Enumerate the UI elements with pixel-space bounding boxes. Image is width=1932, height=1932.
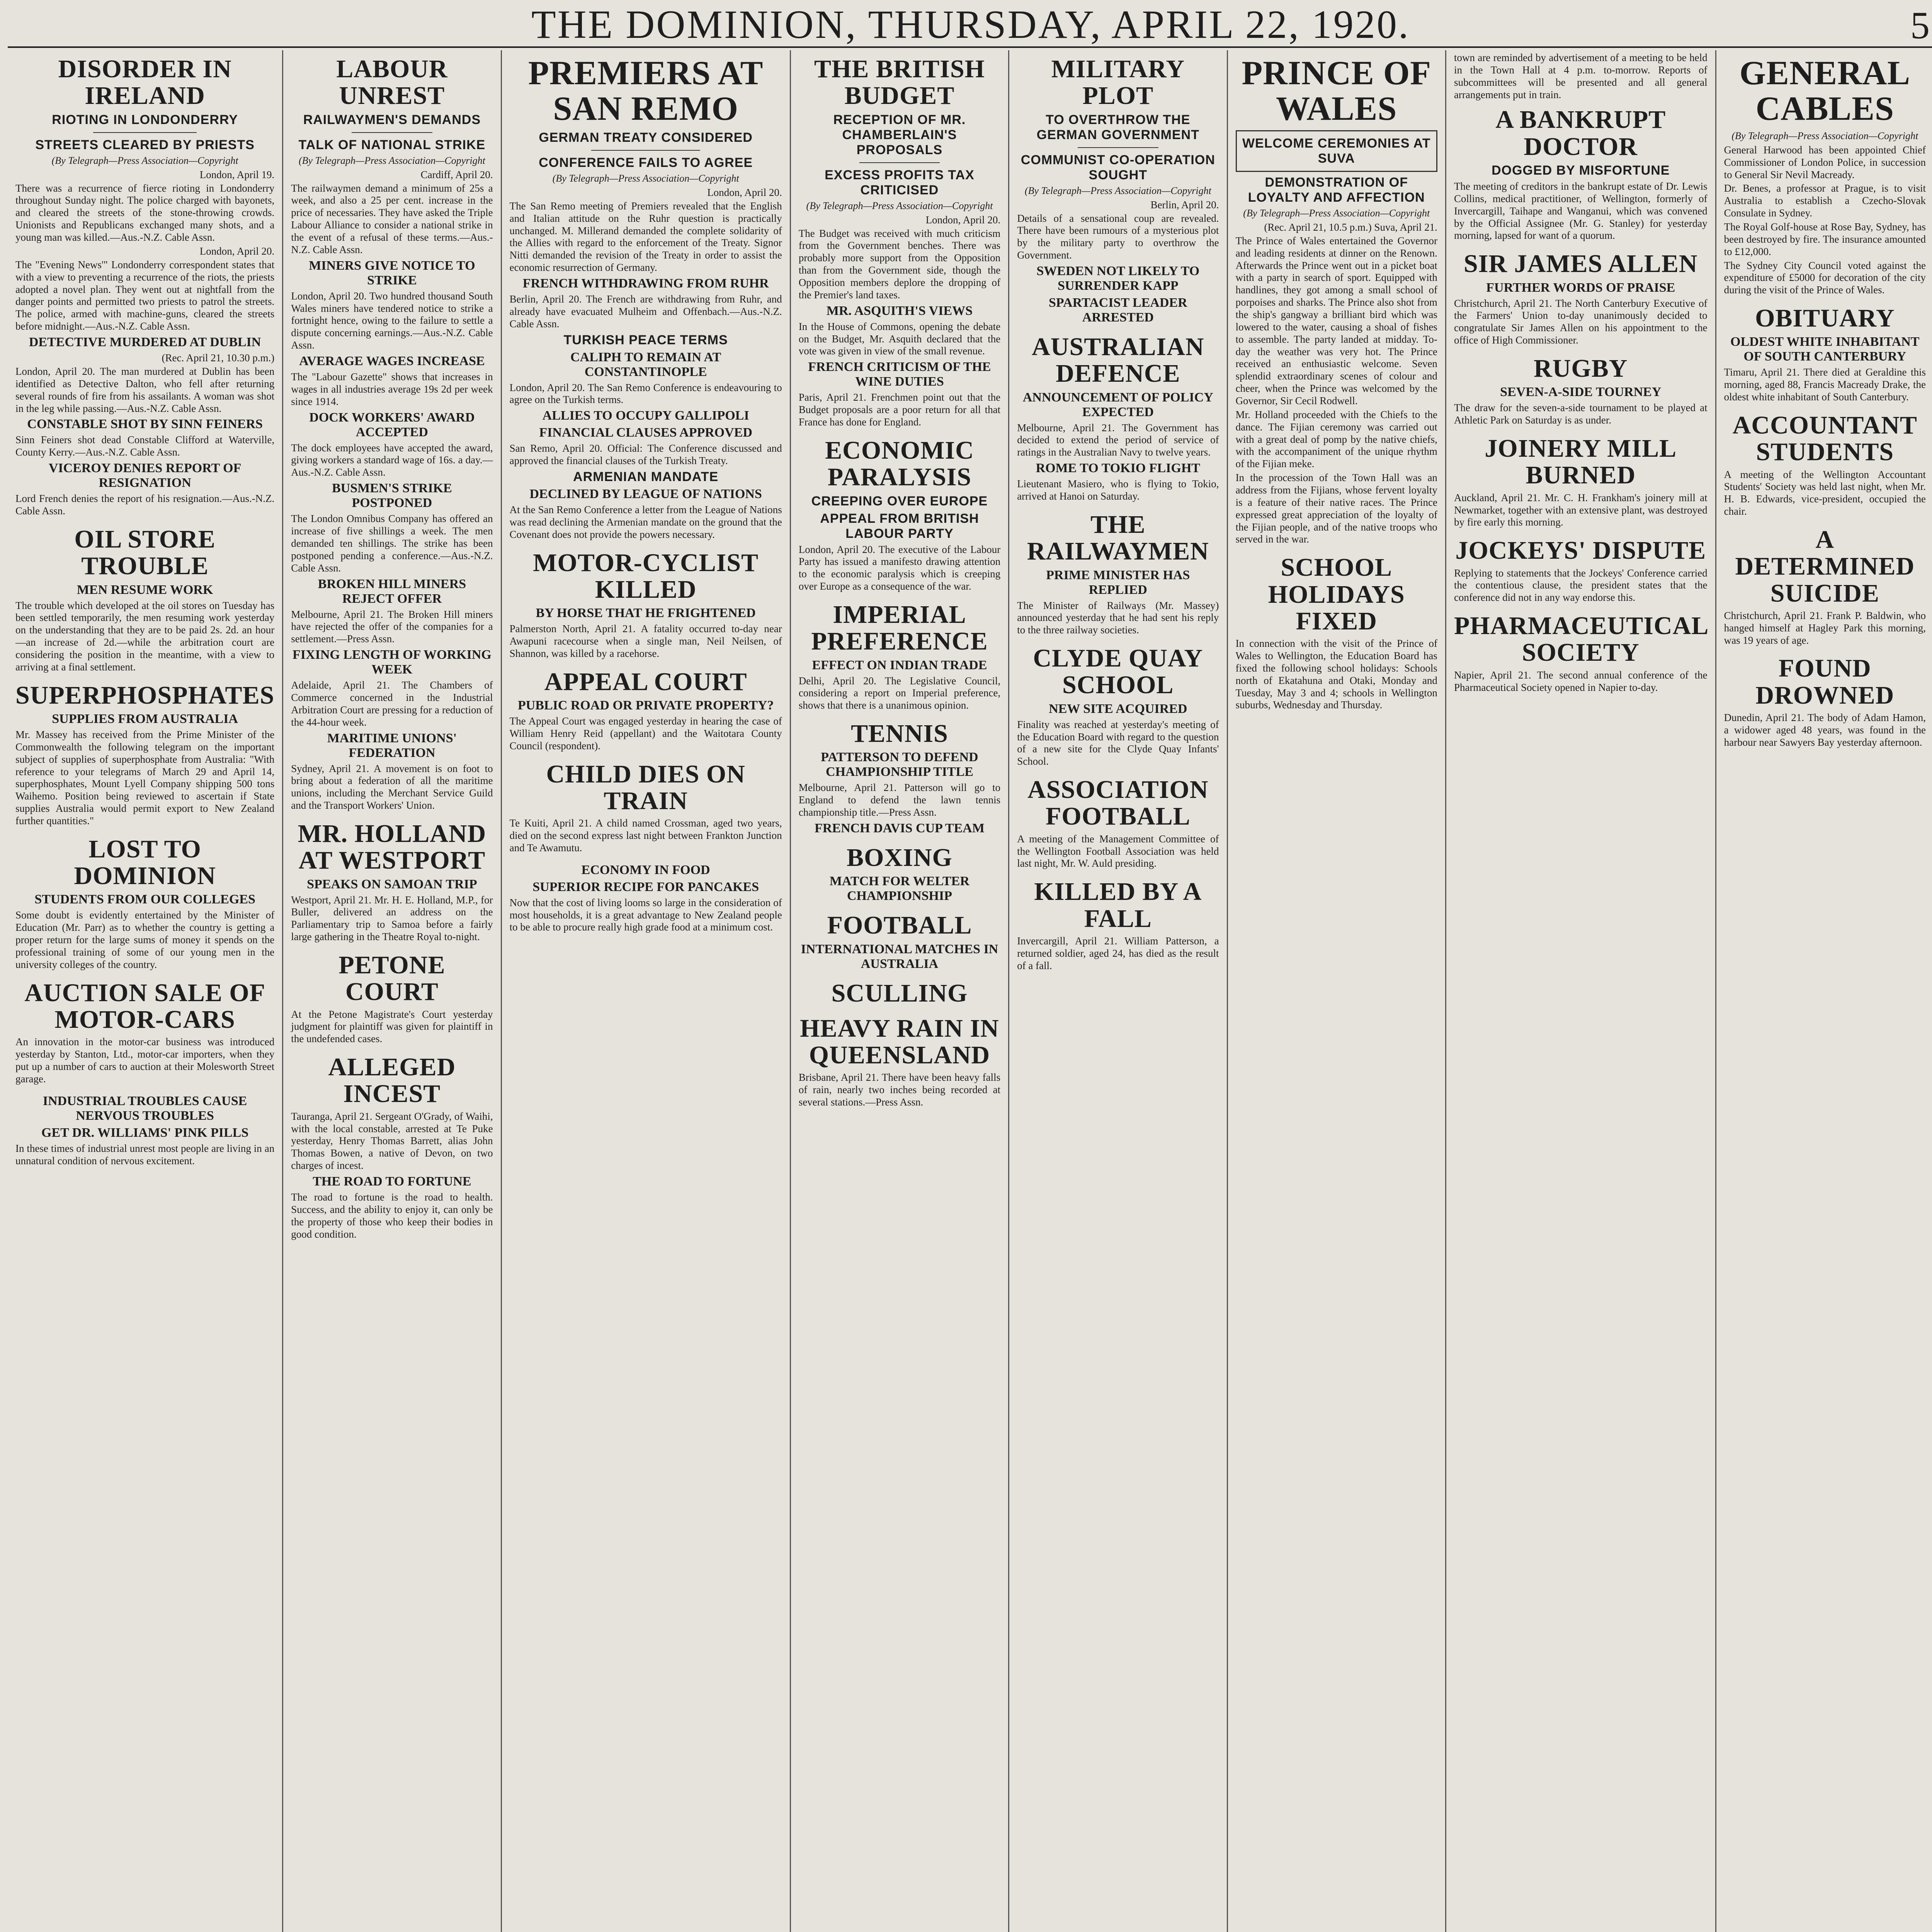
- body-text: In these times of industrial unrest most people are living in an unnatural condition of nervous excitement.: [15, 1142, 275, 1167]
- headline: A BANKRUPT DOCTOR: [1495, 105, 1666, 161]
- headline: APPEAL COURT: [544, 667, 747, 696]
- body-text: Auckland, April 21. Mr. C. H. Frankham's joinery mill at Newmarket, together with an extensive plant, was destroyed by fire early this morning.: [1454, 492, 1708, 528]
- columns: [8, 50, 1932, 1932]
- headline: MOTOR-CYCLIST KILLED: [533, 548, 759, 604]
- minor-heading: SUPERIOR RECIPE FOR PANCAKES: [532, 879, 759, 894]
- minor-heading: EFFECT ON INDIAN TRADE: [812, 658, 987, 672]
- minor-heading: DETECTIVE MURDERED AT DUBLIN: [29, 335, 261, 350]
- body-text: Brisbane, April 21. There have been heavy falls of rain, nearly two inches being recorded at several stations.—Press Assn.: [798, 1071, 1001, 1108]
- dateline: London, April 20.: [199, 245, 275, 257]
- headline: SCHOOL HOLIDAYS FIXED: [1268, 553, 1405, 635]
- masthead-date-line: THE DOMINION, THURSDAY, APRIL 22, 1920.: [531, 2, 1410, 47]
- headline: JOINERY MILL BURNED: [1485, 434, 1677, 490]
- body-text: The Minister of Railways (Mr. Massey) announced yesterday that he had sent his reply to the three railway societies.: [1017, 599, 1219, 636]
- body-text: Timaru, April 21. There died at Geraldine this morning, aged 88, Francis Macready Drake, the oldest white inhabitant of South Canterbury.: [1724, 366, 1926, 403]
- subheadline: WELCOME CEREMONIES AT SUVA: [1242, 136, 1431, 166]
- dateline: London, April 20.: [925, 214, 1001, 226]
- headline: KILLED BY A FALL: [1034, 878, 1202, 933]
- body-text: A meeting of the Management Committee of the Wellington Football Association was held last night, Mr. W. Auld presiding.: [1017, 833, 1219, 869]
- dateline: London, April 20.: [707, 186, 782, 198]
- article-school-holidays: [1236, 554, 1437, 711]
- subheadline: CREEPING OVER EUROPE: [811, 493, 988, 509]
- minor-heading: MARITIME UNIONS' FEDERATION: [327, 731, 457, 760]
- article-determined-suicide: [1724, 526, 1926, 646]
- article-joinery-mill: [1454, 435, 1708, 529]
- body-text: Te Kuiti, April 21. A child named Crossman, aged two years, died on the second express last night between Frankton Junction and Te Awamutu.: [509, 817, 782, 854]
- article-military-plot: [1017, 56, 1219, 325]
- article-disorder-in-ireland: [15, 56, 274, 517]
- article-prince-of-wales: [1236, 56, 1437, 546]
- subheadline: EXCESS PROFITS TAX CRITICISED: [825, 167, 975, 197]
- subheadline: CONFERENCE FAILS TO AGREE: [539, 155, 753, 170]
- article-jockeys-dispute: [1454, 537, 1708, 604]
- body-text: In the procession of the Town Hall was an address from the Fijians, whose fervent loyalty is a feature of their native races. The Prince expressed great appreciation of the loyalty of the Fijian people, and of the native troops who served in the war.: [1235, 472, 1437, 545]
- minor-heading: FRENCH WITHDRAWING FROM RUHR: [522, 276, 769, 291]
- headline: LABOUR UNREST: [336, 55, 448, 110]
- body-text: The meeting of creditors in the bankrupt estate of Dr. Lewis Collins, medical practitioner, of Wellington, formerly of Invercargill, Taihape and Wanganui, which was convened by the Official Assignee (Mr. G. Stanley) for yesterday morning, lapsed for want of a quorum.: [1454, 180, 1708, 242]
- minor-heading: PATTERSON TO DEFEND CHAMPIONSHIP TITLE: [821, 750, 978, 779]
- headline: OIL STORE TROUBLE: [74, 525, 216, 580]
- dateline: Cardiff, April 20.: [420, 168, 493, 180]
- headline: ECONOMIC PARALYSIS: [825, 436, 974, 492]
- minor-heading: DOCK WORKERS' AWARD ACCEPTED: [309, 410, 475, 439]
- minor-heading: NEW SITE ACQUIRED: [1049, 701, 1187, 716]
- body-text: Mr. Massey has received from the Prime Minister of the Commonwealth the following telegram on the important subject of supplies of superphosphate from Australia: "With reference to your telegrams of March 29 and April 14, superphosphates, Mount Lyell Company shipping 500 tons Waihemo. Position being reviewed to ascertain if State supplies Australia would permit export to New Zealand further quantities.": [15, 728, 275, 827]
- headline: PREMIERS AT SAN REMO: [528, 54, 764, 128]
- body-text: Melbourne, April 21. The Broken Hill miners have rejected the offer of the companies for a settlement.—Press Assn.: [291, 608, 493, 645]
- minor-heading: GET DR. WILLIAMS' PINK PILLS: [41, 1125, 249, 1140]
- body-text: Invercargill, April 21. William Patterson, a returned soldier, aged 24, has died as the result of a fall.: [1017, 935, 1219, 971]
- body-text: Finality was reached at yesterday's meeting of the Education Board with regard to the question of a new site for the Clyde Quay Infants' School.: [1017, 718, 1219, 767]
- minor-heading: FURTHER WORDS OF PRAISE: [1486, 280, 1675, 295]
- divider: [352, 132, 432, 133]
- body-text: At the San Remo Conference a letter from the League of Nations was read declining the Armenian mandate on the ground that the Covenant does not provide the powers necessary.: [509, 503, 782, 540]
- subheadline: GERMAN TREATY CONSIDERED: [539, 130, 753, 145]
- headline: LOST TO DOMINION: [74, 835, 216, 890]
- body-text: Lieutenant Masiero, who is flying to Tokio, arrived at Hanoi on Saturday.: [1017, 478, 1219, 502]
- minor-heading: THE ROAD TO FORTUNE: [313, 1174, 471, 1189]
- headline: SIR JAMES ALLEN: [1464, 250, 1698, 278]
- subheadline: TALK OF NATIONAL STRIKE: [298, 137, 486, 152]
- minor-heading: ROME TO TOKIO FLIGHT: [1036, 461, 1201, 476]
- body-text: The dock employees have accepted the award, giving workers a standard wage of 16s. a day.—Aus.-N.Z. Cable Assn.: [291, 442, 493, 478]
- minor-heading: INTERNATIONAL MATCHES IN AUSTRALIA: [801, 942, 998, 971]
- dateline: Berlin, April 20.: [1150, 199, 1219, 211]
- article-tennis: [799, 720, 1000, 836]
- body-text: The Sydney City Council voted against the expenditure of £5000 for decoration of the city during the visit of the Prince of Wales.: [1724, 259, 1926, 296]
- body-text: Now that the cost of living looms so large in the consideration of most households, it is a great advantage to New Zealand people to be able to procure really high grade food at a minimum cost.: [509, 896, 782, 933]
- minor-heading: ECONOMY IN FOOD: [581, 862, 710, 877]
- article-child-dies-on-train: [510, 761, 782, 854]
- body-text: Christchurch, April 21. The North Canterbury Executive of the Farmers' Union to-day unanimously decided to congratulate Sir James Allen on his appointment to the office of High Commissioner.: [1454, 297, 1708, 346]
- body-text: Napier, April 21. The second annual conference of the Pharmaceutical Society opened in Napier to-day.: [1454, 669, 1708, 693]
- body-text: Sinn Feiners shot dead Constable Clifford at Waterville, County Kerry.—Aus.-N.Z. Cable Assn.: [15, 434, 275, 458]
- body-text: The railwaymen demand a minimum of 25s a week, and also a 25 per cent. increase in the price of necessaries. They have asked the Triple Labour Alliance to consider a national strike in the event of a refusal of these terms.—Aus.-N.Z. Cable Assn.: [291, 182, 493, 255]
- body-text: The Prince of Wales entertained the Governor and leading residents at dinner on the Renown. Afterwards the Prince went out in a picket boat with a party in search of sport. Equipped with handlines, they got among a small school of porpoises and sharks. The Prince also shot from the ship's gangway a brilliant bird which was lowered to the water, causing a shoal of fishes to assemble. The party landed at midday. To-day the weather was very hot. The Prince received an enthusiastic welcome. Seven splendid extraordinary scenes of colour and cheer, when the Prince was welcomed by the Governor, Sir Cecil Rodwell.: [1235, 235, 1437, 406]
- article-rugby: [1454, 355, 1708, 427]
- headline: CLYDE QUAY SCHOOL: [1033, 644, 1203, 699]
- body-text: Sydney, April 21. A movement is on foot to bring about a federation of all the maritime unions, including the Merchant Service Guild and the Transport Workers' Union.: [291, 762, 493, 811]
- body-text: Mr. Holland proceeded with the Chiefs to the dance. The Fijian ceremony was carried out with a great deal of pomp by the native chiefs, with the accompaniment of the unique rhythm of the Fijian meke.: [1235, 408, 1437, 470]
- headline: CHILD DIES ON TRAIN: [546, 760, 745, 815]
- body-text: General Harwood has been appointed Chief Commissioner of London Police, in succession to General Sir Nevil Macready.: [1724, 144, 1926, 180]
- article-alleged-incest: [291, 1054, 493, 1240]
- headline: PETONE COURT: [338, 951, 446, 1006]
- article-motor-cyclist-killed: [510, 549, 782, 660]
- body-text: London, April 20. The executive of the Labour Party has issued a manifesto drawing attention to the economic paralysis which is creeping over Europe as a consequence of the war.: [798, 543, 1001, 592]
- article-labour-unrest: [291, 56, 493, 812]
- body-text: London, April 20. The man murdered at Dublin has been identified as Detective Dalton, who fell after returning several rounds of fire from his assailants. A woman was shot in the leg while passing.—Aus.-N.Z. Cable Assn.: [15, 366, 275, 414]
- credit-line: (By Telegraph—Press Association—Copyright: [1731, 130, 1918, 141]
- body-text: Details of a sensational coup are revealed. There have been rumours of a mysterious plot by the military party to overthrow the Government.: [1017, 212, 1219, 261]
- body-text: Replying to statements that the Jockeys' Conference carried the contentious clause, the president states that the conference did not in any way endorse this.: [1454, 567, 1708, 604]
- article-association-football: [1017, 776, 1219, 870]
- minor-heading: SPARTACIST LEADER ARRESTED: [1049, 296, 1187, 325]
- headline: SCULLING: [831, 979, 968, 1007]
- body-text: Paris, April 21. Frenchmen point out that the Budget proposals are a poor return for all that France has done for England.: [798, 391, 1001, 428]
- headline: SUPERPHOSPHATES: [15, 681, 275, 709]
- body-text: Tauranga, April 21. Sergeant O'Grady, of Waihi, with the local constable, arrested at Te Puke yesterday, Henry Thomas Barrett, alias John Thomas Bowen, a native of Devon, on two charges of incest.: [291, 1110, 493, 1172]
- credit-line: (By Telegraph—Press Association—Copyright: [552, 172, 739, 184]
- minor-heading: ANNOUNCEMENT OF POLICY EXPECTED: [1022, 390, 1213, 419]
- body-text: The Budget was received with much criticism from the Government benches. There was probably more support from the Opposition than from the Government side, though the Opposition members deplore the dropping of the Premier's land taxes.: [798, 227, 1001, 301]
- headline: JOCKEYS' DISPUTE: [1455, 536, 1706, 565]
- minor-heading: OLDEST WHITE INHABITANT OF SOUTH CANTERBURY: [1730, 335, 1920, 364]
- minor-heading: MR. ASQUITH'S VIEWS: [826, 303, 973, 318]
- dateline: (Rec. April 21, 10.5 p.m.) Suva, April 21.: [1264, 221, 1437, 233]
- subheadline: DOGGED BY MISFORTUNE: [1492, 163, 1670, 178]
- minor-heading: BROKEN HILL MINERS REJECT OFFER: [318, 577, 466, 606]
- body-text: London, April 20. The San Remo Conference is endeavouring to agree on the Turkish terms.: [509, 381, 782, 406]
- subheadline: TO OVERTHROW THE GERMAN GOVERNMENT: [1036, 112, 1199, 142]
- divider: [1078, 147, 1158, 148]
- divider: [591, 150, 700, 151]
- article-heavy-rain: [799, 1015, 1000, 1109]
- article-imperial-preference: [799, 601, 1000, 712]
- minor-heading: VICEROY DENIES REPORT OF RESIGNATION: [48, 461, 242, 490]
- minor-heading: FRENCH DAVIS CUP TEAM: [815, 821, 985, 835]
- body-text: The trouble which developed at the oil stores on Tuesday has been settled temporarily, the men resuming work yesterday on the understanding that they are to be paid 2s. 2d. an hour—an increase of 2d.—while the arbitration court are considering the position in the meantime, with a view to arriving at a final settlement.: [15, 599, 275, 673]
- minor-heading: MINERS GIVE NOTICE TO STRIKE: [309, 258, 475, 287]
- headline: HEAVY RAIN IN QUEENSLAND: [800, 1014, 999, 1070]
- body-text: Melbourne, April 21. The Government has decided to extend the period of service of ratings in the Australian Navy to twelve years.: [1017, 422, 1219, 458]
- column-5: [1009, 50, 1228, 1932]
- body-text: The "Evening News'" Londonderry correspondent states that with a view to preventing a recurrence of the riots, the priests adopted a novel plan. They went out at nightfall from the danger points and permitted two priests to patrol the streets. The police, armed with machine-guns, cleared the streets before midnight.—Aus.-N.Z. Cable Assn.: [15, 259, 275, 332]
- body-text: San Remo, April 20. Official: The Conference discussed and approved the financial clauses of the Turkish Treaty.: [509, 442, 782, 467]
- subheadline: ARMENIAN MANDATE: [573, 469, 719, 484]
- body-text: Adelaide, April 21. The Chambers of Commerce concerned in the Industrial Arbitration Court are pressing for a reduction of the 44-hour week.: [291, 679, 493, 728]
- subheadline: RIOTING IN LONDONDERRY: [52, 112, 238, 127]
- article-australian-defence: [1017, 333, 1219, 503]
- body-text: The "Labour Gazette" shows that increases in wages in all industries average 19s 2d per week since 1914.: [291, 371, 493, 407]
- minor-heading: BY HORSE THAT HE FRIGHTENED: [536, 606, 756, 621]
- minor-heading: FRENCH CRITICISM OF THE WINE DUTIES: [808, 360, 991, 389]
- headline: THE RAILWAYMEN: [1027, 510, 1209, 566]
- credit-line: (By Telegraph—Press Association—Copyright: [806, 200, 993, 211]
- advert-pink-pills: [15, 1094, 274, 1167]
- body-text: At the Petone Magistrate's Court yesterday judgment for plaintiff was given for plaintiff in the undefended cases.: [291, 1008, 493, 1045]
- body-text: Dr. Benes, a professor at Prague, is to visit Australia to establish a Czecho-Slovak Consulate in Sydney.: [1724, 182, 1926, 219]
- advert-economy-in-food: [510, 863, 782, 934]
- headline: RUGBY: [1534, 354, 1628, 383]
- column-7: [1446, 50, 1716, 1932]
- minor-heading: PRIME MINISTER HAS REPLIED: [1046, 568, 1190, 597]
- body-text: The London Omnibus Company has offered an increase of five shillings a week. The men demanded ten shillings. The strike has been postponed pending a conference.—Aus.-N.Z. Cable Assn.: [291, 513, 493, 574]
- minor-heading: FINANCIAL CLAUSES APPROVED: [539, 425, 753, 440]
- body-text: Christchurch, April 21. Frank P. Baldwin, who hanged himself at Hagley Park this morning, was 19 years of age.: [1724, 609, 1926, 646]
- body-text: town are reminded by advertisement of a meeting to be held in the Town Hall at 4 p.m. to-morrow. Reports of subcommittees will be presented and all general arrangements put in train.: [1454, 52, 1708, 100]
- article-accountant-students: [1724, 412, 1926, 518]
- article-sculling: [799, 980, 1000, 1007]
- subheadline: TURKISH PEACE TERMS: [563, 332, 728, 347]
- headline: AUCTION SALE OF MOTOR-CARS: [24, 978, 265, 1034]
- body-text: Palmerston North, April 21. A fatality occurred to-day near Awapuni racecourse when a single man, Neil Neilsen, of Shannon, was killed by a racehorse.: [509, 623, 782, 659]
- headline: FOOTBALL: [827, 911, 972, 940]
- article-oil-store-trouble: [15, 526, 274, 673]
- article-football: [799, 912, 1000, 971]
- minor-heading: FIXING LENGTH OF WORKING WEEK: [293, 648, 492, 677]
- headline: A DETERMINED SUICIDE: [1735, 526, 1915, 607]
- body-text: An innovation in the motor-car business was introduced yesterday by Stanton, Ltd., motor-car importers, when they put up a number of cars to auction at their Molesworth Street garage.: [15, 1036, 275, 1085]
- article-appeal-court: [510, 668, 782, 752]
- headline: PRINCE OF WALES: [1242, 54, 1432, 128]
- headline: PHARMACEUTICAL SOCIETY: [1454, 612, 1709, 667]
- article-holland-westport: [291, 820, 493, 943]
- minor-heading: MEN RESUME WORK: [77, 582, 213, 597]
- minor-heading: MATCH FOR WELTER CHAMPIONSHIP: [829, 874, 970, 903]
- body-text: The San Remo meeting of Premiers revealed that the English and Italian attitude on the Ruhr question is practically unchanged. M. Millerand demanded the complete solidarity of the Allies with regard to the enforcement of the Treaty. Signor Nitti demanded the revision of the Treaty in order to assist the economic resurrection of Germany.: [509, 200, 782, 274]
- column-1: [8, 50, 283, 1932]
- minor-heading: ALLIES TO OCCUPY GALLIPOLI: [542, 408, 749, 423]
- credit-line: (By Telegraph—Press Association—Copyright: [1243, 207, 1430, 219]
- article-auction-sale: [15, 980, 274, 1085]
- body-text: A meeting of the Wellington Accountant Students' Society was held last night, when Mr. H. B. Edwards, vice-president, occupied the chair.: [1724, 468, 1926, 517]
- credit-line: (By Telegraph—Press Association—Copyright: [298, 155, 485, 166]
- body-text: The road to fortune is the road to health. Success, and the ability to enjoy it, can only be the property of those who keep their bodies in good condition.: [291, 1191, 493, 1240]
- article-bankrupt-doctor: [1454, 106, 1708, 242]
- article-sir-james-allen: [1454, 250, 1708, 347]
- article-general-cables: [1724, 56, 1926, 296]
- subheadline: RAILWAYMEN'S DEMANDS: [303, 112, 481, 127]
- headline: BOXING: [847, 843, 952, 872]
- body-text: Westport, April 21. Mr. H. E. Holland, M.P., for Buller, delivered an address on the Parliamentary trip to Samoa before a fairly large gathering in the Theatre Royal to-night.: [291, 894, 493, 943]
- minor-heading: SWEDEN NOT LIKELY TO SURRENDER KAPP: [1036, 264, 1200, 293]
- headline: TENNIS: [851, 719, 948, 748]
- article-petone-court: [291, 952, 493, 1045]
- article-economic-paralysis: [799, 437, 1000, 593]
- minor-heading: BUSMEN'S STRIKE POSTPONED: [332, 481, 452, 510]
- headline: IMPERIAL PREFERENCE: [811, 600, 988, 656]
- headline: DISORDER IN IRELAND: [58, 55, 232, 110]
- article-boxing: [799, 844, 1000, 903]
- credit-line: (By Telegraph—Press Association—Copyright: [51, 155, 238, 166]
- headline: FOUND DROWNED: [1755, 654, 1895, 709]
- headline: AUSTRALIAN DEFENCE: [1032, 333, 1204, 388]
- page-number: 5: [1910, 4, 1930, 47]
- body-text: Melbourne, April 21. Patterson will go to England to defend the lawn tennis championship title.—Press Assn.: [798, 782, 1001, 818]
- divider: [859, 162, 940, 163]
- minor-heading: SUPPLIES FROM AUSTRALIA: [52, 711, 238, 726]
- body-text: London, April 20. Two hundred thousand South Wales miners have tendered notice to strike a fortnight hence, owing to the failure to settle a dispute concerning earnings.—Aus.-N.Z. Cable Assn.: [291, 290, 493, 351]
- article-british-budget: [799, 56, 1000, 429]
- body-text: The Appeal Court was engaged yesterday in hearing the case of William Henry Reid (appellant) and the Waitotara County Council (respondent).: [509, 715, 782, 752]
- body-text: In the House of Commons, opening the debate on the Budget, Mr. Asquith declared that the vote was given in view of the small revenue.: [798, 320, 1001, 357]
- body-text: Dunedin, April 21. The body of Adam Hamon, a widower aged 48 years, was found in the harbour near Sawyers Bay yesterday afternoon.: [1724, 712, 1926, 748]
- article-killed-by-a-fall: [1017, 878, 1219, 972]
- body-text: Lord French denies the report of his resignation.—Aus.-N.Z. Cable Assn.: [15, 493, 275, 517]
- article-clyde-quay-school: [1017, 645, 1219, 768]
- headline: THE BRITISH BUDGET: [814, 55, 985, 110]
- dateline: (Rec. April 21, 10.30 p.m.): [162, 352, 275, 364]
- column-8: [1716, 50, 1932, 1932]
- article-superphosphates: [15, 682, 274, 827]
- minor-heading: STUDENTS FROM OUR COLLEGES: [34, 892, 255, 907]
- body-text: Some doubt is evidently entertained by the Minister of Education (Mr. Parr) as to whether the country is getting a proper return for the large sums of money it spends on the professional training of some of our young men in the university colleges of the country.: [15, 909, 275, 970]
- minor-heading: DECLINED BY LEAGUE OF NATIONS: [529, 486, 762, 501]
- minor-heading: CONSTABLE SHOT BY SINN FEINERS: [27, 417, 263, 432]
- body-text: The draw for the seven-a-side tournament to be played at Athletic Park on Saturday is as under.: [1454, 402, 1708, 426]
- minor-heading: CALIPH TO REMAIN AT CONSTANTINOPLE: [570, 350, 721, 379]
- body-text: There was a recurrence of fierce rioting in Londonderry throughout Sunday night. The police charged with bayonets, and cleared the streets of the stone-throwing crowds. Unionists and Republicans exchanged many shots, and a young man was killed.—Aus.-N.Z. Cable Assn.: [15, 182, 275, 243]
- subheadline: DEMONSTRATION OF LOYALTY AND AFFECTION: [1248, 175, 1425, 205]
- headline: MR. HOLLAND AT WESTPORT: [298, 819, 486, 875]
- masthead: [8, 0, 1932, 48]
- headline: ACCOUNTANT STUDENTS: [1732, 411, 1917, 466]
- body-text: In connection with the visit of the Prince of Wales to Wellington, the Education Board has fixed the following school holidays: Schools north of Ekatahuna and Otaki, Monday and Tuesday, May 3 and 4; schools in Wellington suburbs, Wednesday and Thursday.: [1235, 638, 1437, 711]
- article-pharmaceutical-society: [1454, 612, 1708, 694]
- article-obituary: [1724, 305, 1926, 403]
- headline: GENERAL CABLES: [1739, 54, 1910, 128]
- column-4: [791, 50, 1009, 1932]
- headline: ALLEGED INCEST: [328, 1053, 456, 1108]
- column-3: [502, 50, 791, 1932]
- subheadline: RECEPTION OF MR. CHAMBERLAIN'S PROPOSALS: [833, 112, 966, 157]
- article-premiers-san-remo: [510, 56, 782, 541]
- article-railwaymen: [1017, 511, 1219, 636]
- headline-box: [1236, 130, 1437, 172]
- subheadline: APPEAL FROM BRITISH LABOUR PARTY: [820, 511, 979, 541]
- minor-heading: AVERAGE WAGES INCREASE: [299, 354, 485, 369]
- subheadline: COMMUNIST CO-OPERATION SOUGHT: [1020, 152, 1215, 182]
- body-text: Berlin, April 20. The French are withdrawing from Ruhr, and already have evacuated Mulheim and Offenbach.—Aus.-N.Z. Cable Assn.: [509, 293, 782, 330]
- minor-heading: SPEAKS ON SAMOAN TRIP: [307, 877, 477, 891]
- credit-line: (By Telegraph—Press Association—Copyright: [1024, 185, 1211, 196]
- headline: MILITARY PLOT: [1051, 55, 1185, 110]
- body-text: Delhi, April 20. The Legislative Council, considering a report on Imperial preference, shows that there is a unanimous opinion.: [798, 675, 1001, 711]
- headline: ASSOCIATION FOOTBALL: [1027, 776, 1209, 831]
- column-6: [1228, 50, 1446, 1932]
- minor-heading: SEVEN-A-SIDE TOURNEY: [1500, 385, 1662, 400]
- subheadline: STREETS CLEARED BY PRIESTS: [35, 137, 255, 152]
- divider: [93, 132, 197, 133]
- dateline: London, April 19.: [199, 168, 275, 180]
- article-found-drowned: [1724, 655, 1926, 748]
- headline: OBITUARY: [1755, 304, 1895, 333]
- article-lost-to-dominion: [15, 836, 274, 971]
- minor-heading: INDUSTRIAL TROUBLES CAUSE NERVOUS TROUBLES: [43, 1094, 247, 1123]
- column-2: [283, 50, 502, 1932]
- minor-heading: PUBLIC ROAD OR PRIVATE PROPERTY?: [517, 698, 774, 713]
- body-text: The Royal Golf-house at Rose Bay, Sydney, has been destroyed by fire. The insurance amounted to £12,000.: [1724, 221, 1926, 257]
